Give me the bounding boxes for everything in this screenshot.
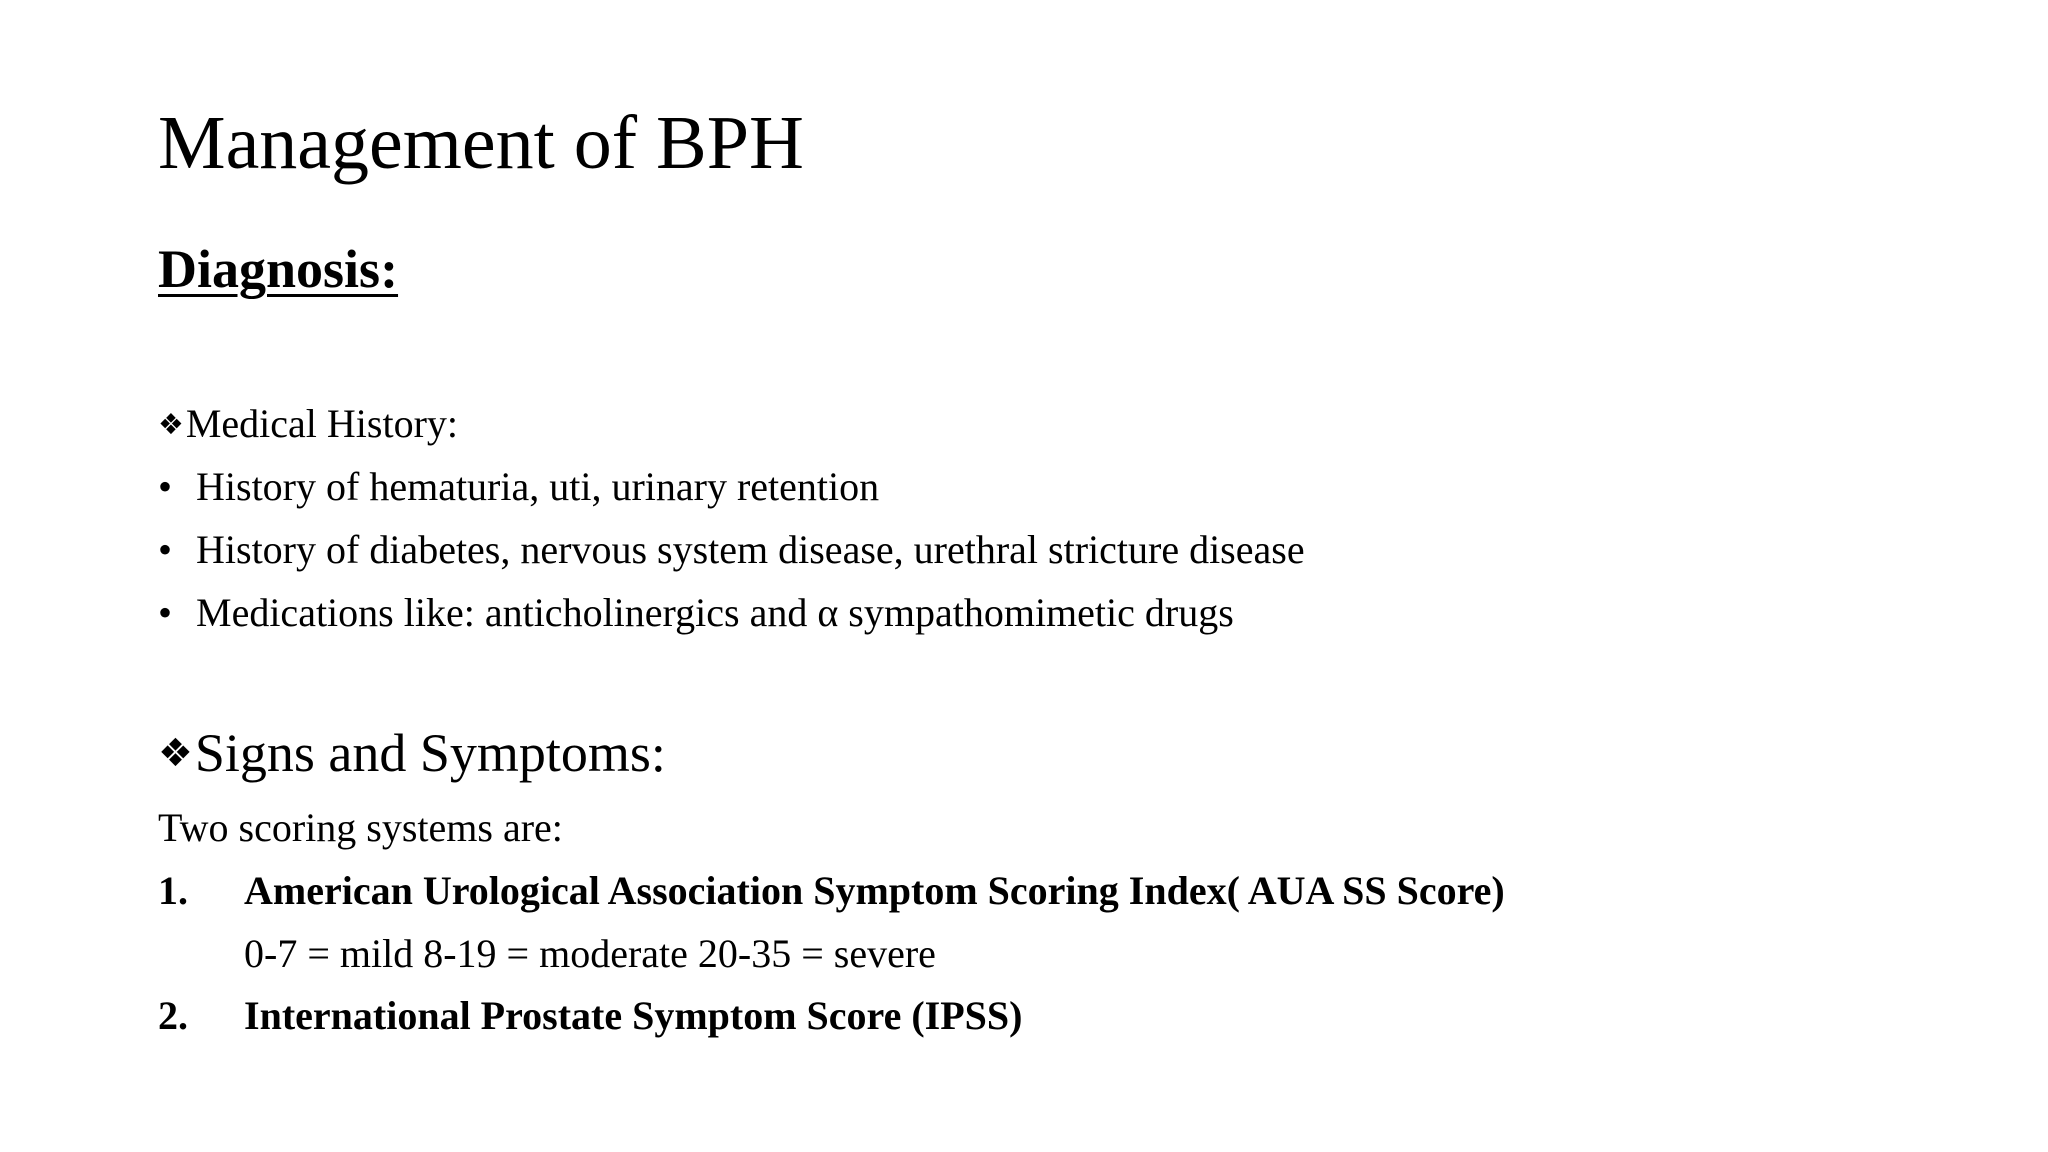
medical-history-label: Medical History: (185, 401, 458, 446)
signs-symptoms-label: Signs and Symptoms: (194, 723, 666, 783)
diamond-cluster-icon: ❖ (158, 406, 184, 441)
signs-symptoms-heading (158, 723, 666, 783)
item-text: American Urological Association Symptom Scoring Index( AUA SS Score) (244, 868, 1505, 913)
bullet-icon: • (158, 464, 173, 509)
slide-title: Management of BPH (158, 101, 804, 185)
score-ranges-text: 0-7 = mild 8-19 = moderate 20-35 = severe (244, 931, 936, 976)
item-number: 1. (158, 868, 188, 913)
list-item-text: Medications like: anticholinergics and α sympathomimetic drugs (196, 590, 1234, 635)
item-number: 2. (158, 993, 188, 1038)
bullet-icon: • (158, 527, 173, 572)
item-text: International Prostate Symptom Score (IPSS) (244, 993, 1023, 1038)
bullet-icon: • (158, 590, 173, 635)
scoring-intro-text: Two scoring systems are: (158, 805, 563, 850)
medical-history-heading (158, 401, 458, 446)
diamond-cluster-icon: ❖ (158, 731, 193, 777)
section-heading-diagnosis: Diagnosis: (158, 239, 399, 299)
list-item-text: History of diabetes, nervous system disease, urethral stricture disease (196, 527, 1305, 572)
list-item-text: History of hematuria, uti, urinary retention (196, 464, 880, 509)
